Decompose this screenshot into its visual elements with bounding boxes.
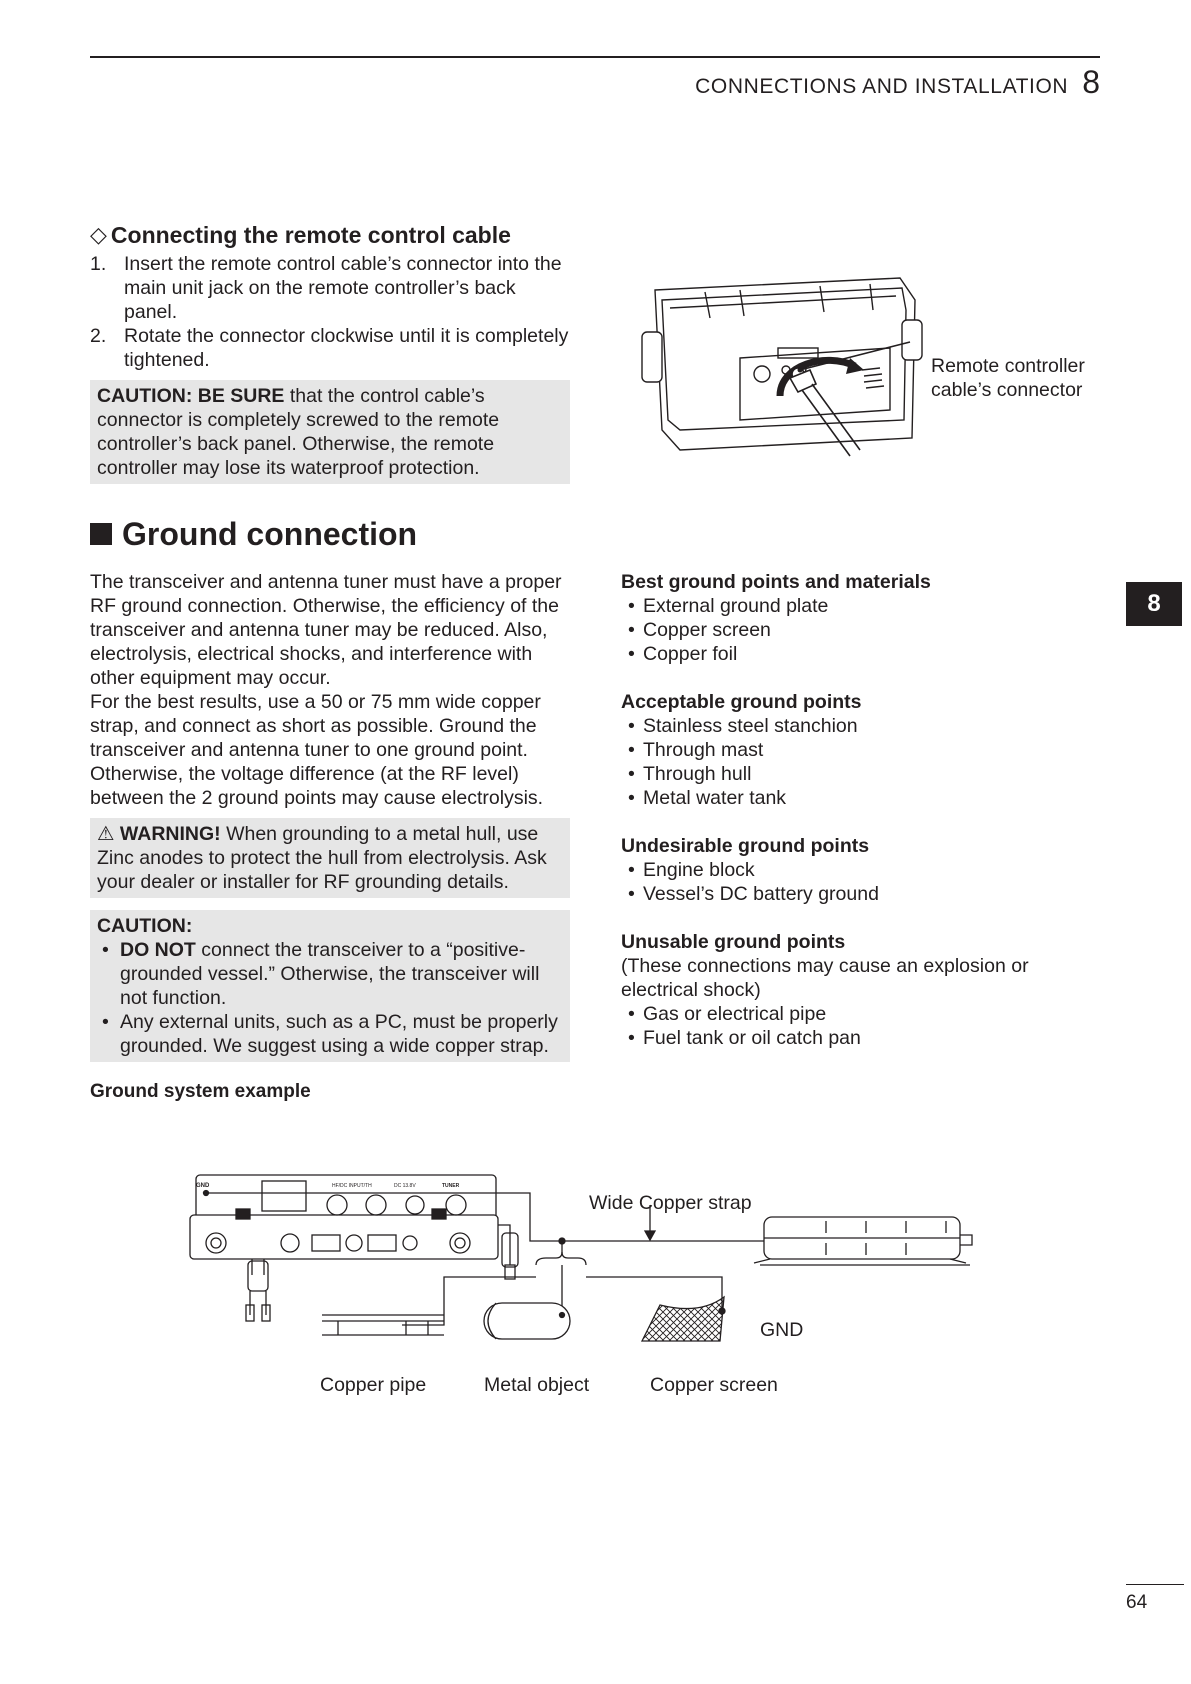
page-header bbox=[695, 64, 1100, 100]
group-list bbox=[621, 858, 1091, 906]
step-text: Rotate the connector clockwise until it is completely tightened. bbox=[124, 325, 569, 371]
best-group bbox=[621, 570, 1091, 666]
caution-item bbox=[97, 1010, 563, 1058]
remote-section bbox=[90, 223, 570, 484]
header-title: CONNECTIONS AND INSTALLATION bbox=[695, 75, 1069, 98]
group-list bbox=[621, 594, 1091, 666]
acceptable-group bbox=[621, 690, 1091, 810]
metal-object-label: Metal object bbox=[484, 1374, 590, 1396]
group-list bbox=[621, 1002, 1091, 1050]
list-item: • Engine block bbox=[621, 858, 1091, 882]
caution-item-text: connect the transceiver to a “positive-grounded vessel.” Otherwise, the transceiver will not function. bbox=[120, 939, 540, 1009]
caution-list bbox=[97, 938, 563, 1058]
list-item: • External ground plate bbox=[621, 594, 1091, 618]
ground-heading bbox=[90, 516, 418, 552]
list-item: • Through hull bbox=[621, 762, 1091, 786]
group-title: Undesirable ground points bbox=[621, 835, 870, 857]
caution-title: CAUTION: bbox=[97, 915, 193, 937]
group-list bbox=[621, 714, 1091, 810]
step-number: 2. bbox=[90, 325, 107, 347]
list-item: • Through mast bbox=[621, 738, 1091, 762]
list-item: • Copper foil bbox=[621, 642, 1091, 666]
warning-lead: WARNING! bbox=[119, 823, 221, 845]
remote-steps bbox=[90, 252, 570, 372]
square-bullet-icon bbox=[90, 523, 112, 545]
list-item: • Stainless steel stanchion bbox=[621, 714, 1091, 738]
ground-heading-text: Ground connection bbox=[122, 516, 418, 552]
warning-box bbox=[90, 818, 570, 898]
ground-paragraph: For the best results, use a 50 or 75 mm wide copper strap, and connect as short as possible. Ground the transceiver and antenna tuner to one ground point. Otherwise, the voltage difference (at the RF level) between the 2 ground points may cause electrolysis. bbox=[90, 691, 544, 809]
group-title: Acceptable ground points bbox=[621, 691, 862, 713]
remote-step bbox=[90, 324, 570, 372]
panel-gnd-label: GND bbox=[196, 1183, 210, 1189]
undesirable-group bbox=[621, 834, 1091, 906]
remote-figure-label bbox=[931, 354, 1085, 402]
chapter-side-tab[interactable]: 8 bbox=[1126, 582, 1182, 626]
remote-heading-text: Connecting the remote control cable bbox=[110, 222, 511, 248]
list-item: • Fuel tank or oil catch pan bbox=[621, 1026, 1091, 1050]
header-rule bbox=[90, 56, 1100, 58]
diamond-icon: ◇ bbox=[90, 222, 107, 247]
caution-item-text: Any external units, such as a PC, must be properly grounded. We suggest using a wide copper strap. bbox=[120, 1011, 558, 1057]
chapter-number: 8 bbox=[1082, 64, 1100, 100]
label-line: cable’s connector bbox=[931, 379, 1083, 401]
warning-text: When grounding to a metal hull, use Zinc anodes to protect the hull from electrolysis. Ask your dealer or installer for RF grounding details. bbox=[97, 823, 547, 893]
caution-item-lead: DO NOT bbox=[120, 939, 196, 961]
gnd-label: GND bbox=[760, 1319, 804, 1341]
group-title: Unusable ground points bbox=[621, 931, 846, 953]
ground-caution-box bbox=[90, 910, 570, 1062]
panel-dc-label: DC 13.8V bbox=[394, 1183, 416, 1189]
panel-tuner-label: TUNER bbox=[442, 1183, 460, 1189]
caution-item bbox=[97, 938, 563, 1010]
list-item: • Gas or electrical pipe bbox=[621, 1002, 1091, 1026]
warning-icon: ⚠ bbox=[97, 823, 115, 845]
list-item: • Copper screen bbox=[621, 618, 1091, 642]
caution-lead: CAUTION: BE SURE bbox=[97, 385, 285, 407]
group-title: Best ground points and materials bbox=[621, 571, 931, 593]
remote-controller-figure bbox=[640, 270, 930, 460]
strap-label: Wide Copper strap bbox=[589, 1192, 752, 1214]
list-item: • Vessel’s DC battery ground bbox=[621, 882, 1091, 906]
group-note: (These connections may cause an explosion or electrical shock) bbox=[621, 955, 1029, 1001]
copper-screen-label: Copper screen bbox=[650, 1374, 778, 1396]
panel-hf-label: HF/DC INPUT/TH bbox=[332, 1183, 372, 1189]
copper-pipe-label: Copper pipe bbox=[320, 1374, 427, 1396]
remote-step bbox=[90, 252, 570, 324]
remote-caution-box bbox=[90, 380, 570, 484]
example-title: Ground system example bbox=[90, 1081, 311, 1102]
step-number: 1. bbox=[90, 253, 107, 275]
step-text: Insert the remote control cable’s connector into the main unit jack on the remote controller’s back panel. bbox=[124, 253, 562, 323]
unusable-group bbox=[621, 930, 1091, 1050]
ground-left-column bbox=[90, 570, 570, 1104]
ground-points-column bbox=[621, 570, 1091, 1050]
caution-text: that the control cable’s connector is completely screwed to the remote controller’s back panel. Otherwise, the remote controller may lose its waterproof protection. bbox=[97, 385, 500, 479]
ground-paragraph: The transceiver and antenna tuner must have a proper RF ground connection. Otherwise, the efficiency of the transceiver and antenna tuner may be reduced. Also, electrolysis, electrical shocks, and interference with other equipment may occur. bbox=[90, 571, 562, 689]
list-item: • Metal water tank bbox=[621, 786, 1091, 810]
page-number: 64 bbox=[1126, 1584, 1184, 1615]
label-line: Remote controller bbox=[931, 355, 1085, 377]
remote-heading bbox=[90, 223, 570, 247]
